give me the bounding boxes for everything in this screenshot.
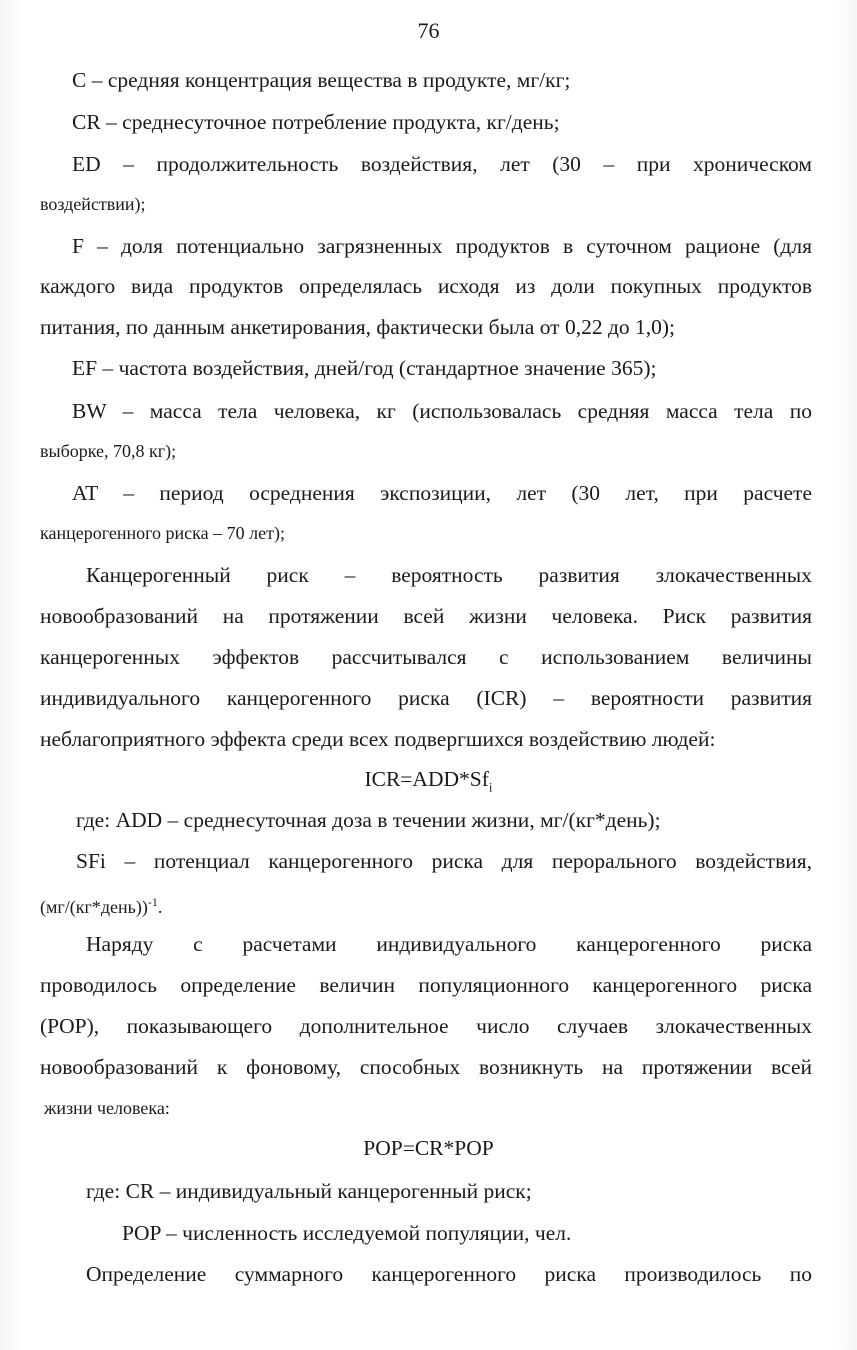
definition-bw: BW – масса тела человека, кг (использовалась средняя масса тела по <box>72 399 812 423</box>
definition-pop: POP – численность исследуемой популяции, чел. <box>122 1221 572 1245</box>
definition-c: C – средняя концентрация вещества в продукте, мг/кг; <box>72 68 571 92</box>
definition-ef: EF – частота воздействия, дней/год (стандартное значение 365); <box>72 356 657 380</box>
paragraph-population-risk-5: жизни человека: <box>44 1098 170 1118</box>
paragraph-total-risk: Определение суммарного канцерогенного риска производилось по <box>86 1262 812 1286</box>
page-number: 76 <box>417 18 440 43</box>
definition-ed: ED – продолжительность воздействия, лет (30 – при хроническом <box>72 152 812 176</box>
definition-at: AT – период осреднения экспозиции, лет (30 лет, при расчете <box>72 481 812 505</box>
paragraph-carcinogenic-risk-2: новообразований на протяжении всей жизни человека. Риск развития <box>40 604 812 628</box>
definition-bw-cont: выборке, 70,8 кг); <box>40 441 177 461</box>
paragraph-carcinogenic-risk-1: Канцерогенный риск – вероятность развития злокачественных <box>86 563 812 587</box>
paragraph-carcinogenic-risk-5: неблагоприятного эффекта среди всех подвергшихся воздействию людей: <box>40 727 716 751</box>
paragraph-population-risk-1: Наряду с расчетами индивидуального канцерогенного риска <box>86 932 812 956</box>
definition-f-cont-2: питания, по данным анкетирования, фактически была от 0,22 до 1,0); <box>40 315 676 339</box>
paragraph-population-risk-3: (POP), показывающего дополнительное число случаев злокачественных <box>40 1014 812 1038</box>
paragraph-carcinogenic-risk-3: канцерогенных эффектов рассчитывался с использованием величины <box>40 645 812 669</box>
paragraph-carcinogenic-risk-4: индивидуального канцерогенного риска (ICR) – вероятности развития <box>40 686 812 710</box>
formula-pop: POP=CR*POP <box>363 1136 494 1160</box>
definition-f: F – доля потенциально загрязненных продуктов в суточном рационе (для <box>72 234 812 258</box>
definition-ed-cont: воздействии); <box>40 194 146 214</box>
paragraph-population-risk-2: проводилось определение величин популяционного канцерогенного риска <box>40 973 812 997</box>
definition-add: где: ADD – среднесуточная доза в течении жизни, мг/(кг*день); <box>76 808 661 832</box>
paragraph-population-risk-4: новообразований к фоновому, способных возникнуть на протяжении всей <box>40 1055 812 1079</box>
definition-f-cont-1: каждого вида продуктов определялась исходя из доли покупных продуктов <box>40 274 812 298</box>
definition-sfi: SFi – потенциал канцерогенного риска для перорального воздействия, <box>76 849 812 873</box>
formula-icr: $ICR=ADD*Sf_i$ <box>364 767 493 795</box>
definition-sfi-unit: (мг/(кг*день))$^{-1}$. <box>40 895 163 917</box>
definition-cr: CR – среднесуточное потребление продукта, кг/день; <box>72 110 560 134</box>
definition-cr-individual: где: CR – индивидуальный канцерогенный риск; <box>86 1179 532 1203</box>
definition-at-cont: канцерогенного риска – 70 лет); <box>40 523 285 543</box>
